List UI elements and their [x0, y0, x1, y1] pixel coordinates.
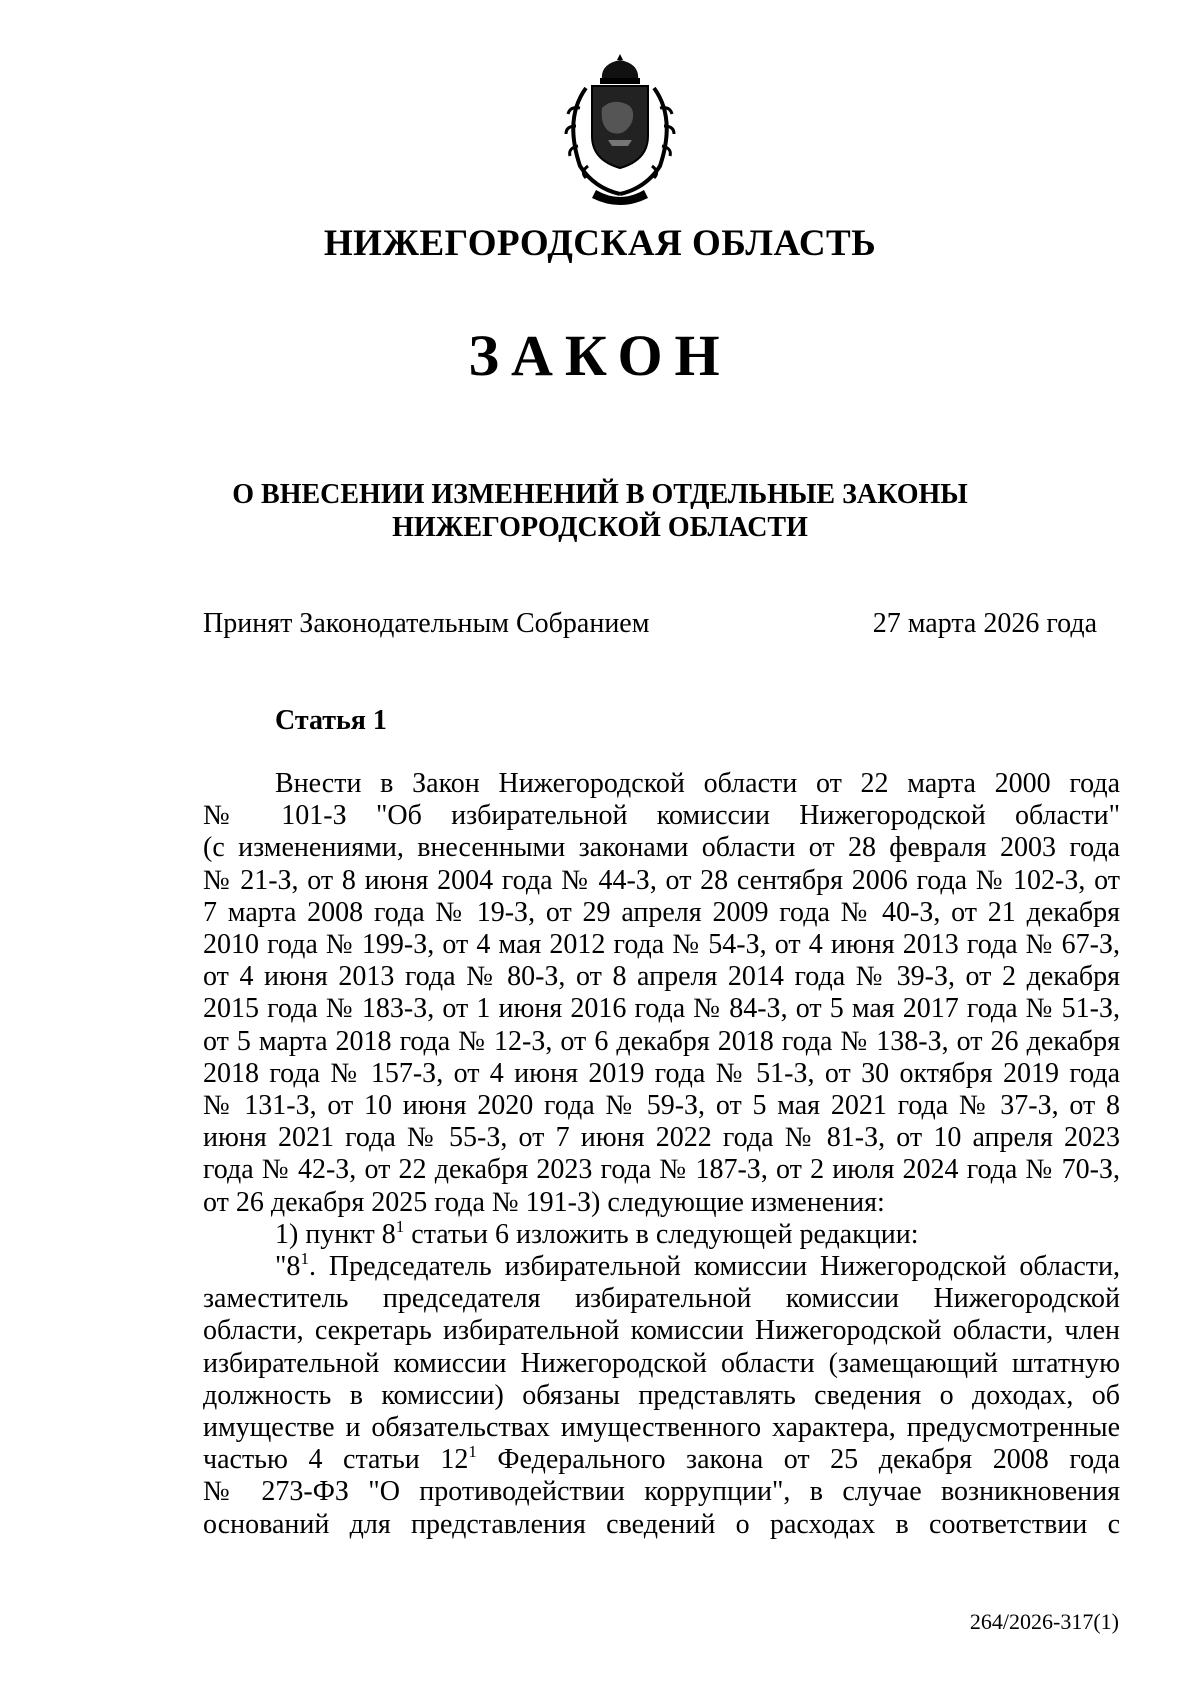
quote-line — [203, 1251, 1120, 1283]
adoption-label: Принят Законодательным Собранием — [203, 608, 650, 639]
coat-of-arms-icon — [540, 48, 700, 208]
document-number: 264/2026-317(1) — [969, 1609, 1119, 1634]
body-line: 7 марта 2008 года № 19-З, от 29 апреля 2009 года № 40-З, от 21 декабря — [203, 896, 1120, 928]
body-line: июня 2021 года № 55-З, от 7 июня 2022 года № 81-З, от 10 апреля 2023 — [203, 1122, 1120, 1154]
quote-line: заместитель председателя избирательной комиссии Нижегородской — [203, 1283, 1120, 1315]
body-line: от 5 марта 2018 года № 12-З, от 6 декабря 2018 года № 138-З, от 26 декабря — [203, 1025, 1120, 1057]
law-title-line-2: НИЖЕГОРОДСКОЙ ОБЛАСТИ — [392, 512, 808, 543]
quote-line: оснований для представления сведений о расходах в соответствии с — [203, 1508, 1120, 1540]
superscript: 1 — [300, 1249, 309, 1269]
quote-text: . Председатель избирательной комиссии Нижегородской области, — [308, 1251, 1120, 1283]
body-line: года № 42-З, от 22 декабря 2023 года № 187-З, от 2 июля 2024 года № 70-З, — [203, 1154, 1120, 1186]
amendment-item — [203, 1216, 1120, 1251]
quote-text: "8 — [275, 1251, 301, 1283]
superscript: 1 — [395, 1216, 405, 1236]
law-title — [0, 478, 1200, 544]
document-type: ЗАКОН — [468, 323, 732, 388]
body-line: 2015 года № 183-З, от 1 июня 2016 года № 84-З, от 5 мая 2017 года № 51-З, — [203, 993, 1120, 1025]
quote-line: должность в комиссии) обязаны представлять сведения о доходах, об — [203, 1379, 1120, 1411]
quote-line: имуществе и обязательствах имущественного характера, предусмотренные — [203, 1412, 1120, 1444]
body-line: 2010 года № 199-З, от 4 мая 2012 года № 54-З, от 4 июня 2013 года № 67-З, — [203, 929, 1120, 961]
superscript: 1 — [468, 1442, 477, 1462]
region-heading: НИЖЕГОРОДСКАЯ ОБЛАСТЬ — [323, 223, 877, 264]
amendment-item-text: 1) пункт 8 — [275, 1218, 396, 1250]
article-heading: Статья 1 — [275, 705, 387, 736]
quote-text: частью 4 статьи 12 — [203, 1444, 469, 1476]
amendment-item-text: статьи 6 изложить в следующей редакции: — [404, 1218, 919, 1250]
law-title-line-1: О ВНЕСЕНИИ ИЗМЕНЕНИЙ В ОТДЕЛЬНЫЕ ЗАКОНЫ — [232, 479, 968, 510]
quote-line — [203, 1444, 1120, 1476]
body-line: № 131-З, от 10 июня 2020 года № 59-З, от 5 мая 2021 года № 37-З, от 8 — [203, 1090, 1120, 1122]
body-line: (с изменениями, внесенными законами области от 28 февраля 2003 года — [203, 832, 1120, 864]
quote-line: № 273-ФЗ "О противодействии коррупции", в случае возникновения — [203, 1476, 1120, 1508]
article-body — [203, 768, 1120, 1541]
body-line: № 101-З "Об избирательной комиссии Нижегородской области" — [203, 800, 1120, 832]
quote-text: Федерального закона от 25 декабря 2008 года — [476, 1444, 1120, 1476]
body-line: Внести в Закон Нижегородской области от 22 марта 2000 года — [275, 768, 1120, 799]
adoption-date: 27 марта 2026 года — [872, 608, 1097, 639]
body-line: от 4 июня 2013 года № 80-З, от 8 апреля 2014 года № 39-З, от 2 декабря — [203, 961, 1120, 993]
quote-line: области, секретарь избирательной комиссии Нижегородской области, член — [203, 1315, 1120, 1347]
body-line: от 26 декабря 2025 года № 191-З) следующие изменения: — [203, 1186, 885, 1218]
body-line: 2018 года № 157-З, от 4 июня 2019 года № 51-З, от 30 октября 2019 года — [203, 1057, 1120, 1089]
body-line: № 21-З, от 8 июня 2004 года № 44-З, от 28 сентября 2006 года № 102-З, от — [203, 864, 1120, 896]
quote-line: избирательной комиссии Нижегородской области (замещающий штатную — [203, 1347, 1120, 1379]
